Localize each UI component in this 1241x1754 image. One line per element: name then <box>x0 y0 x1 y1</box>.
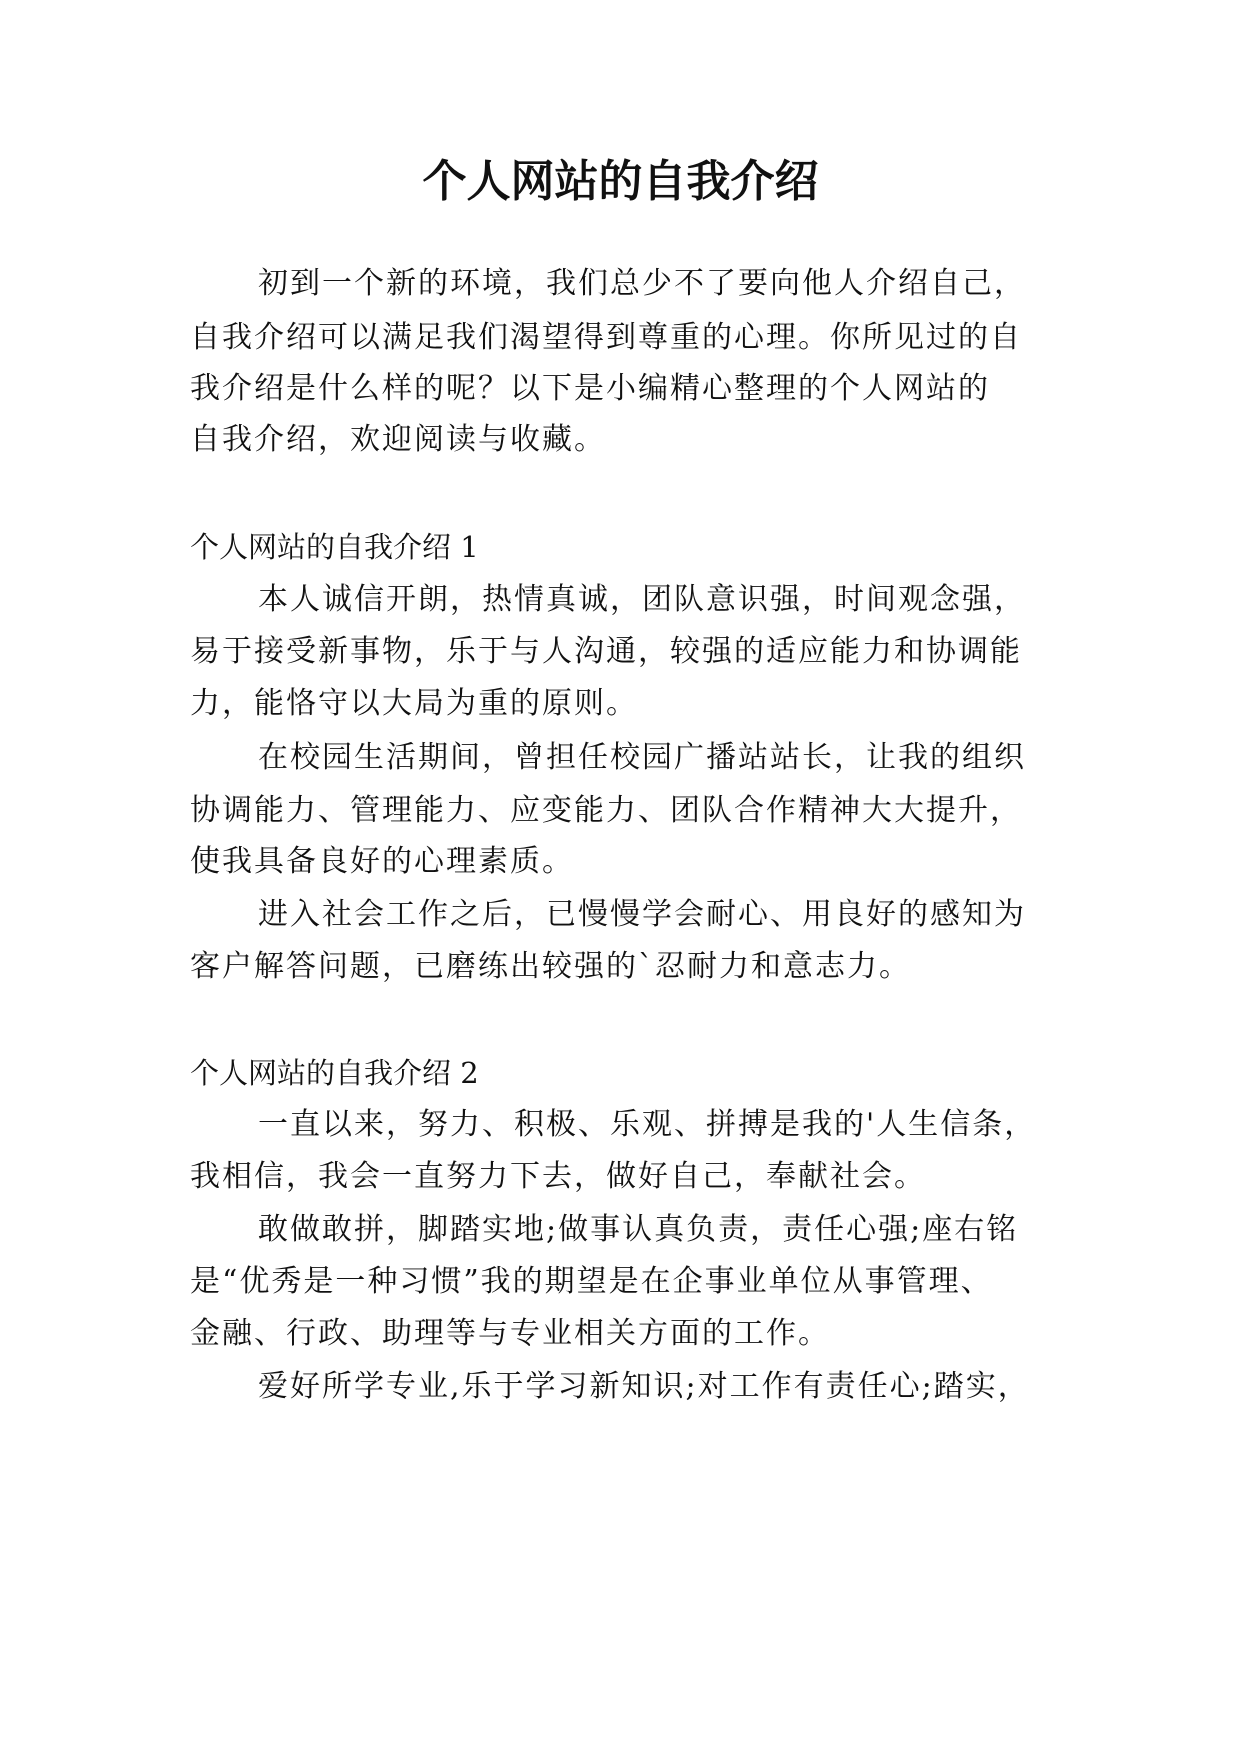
paragraph-line: 客户解答问题，已磨练出较强的`忍耐力和意志力。 <box>190 949 911 984</box>
section-heading: 个人网站的自我介绍 1 <box>190 530 479 564</box>
paragraph-line: 本人诚信开朗，热情真诚，团队意识强，时间观念强， <box>258 582 1026 617</box>
paragraph-line: 使我具备良好的心理素质。 <box>190 844 574 879</box>
document-title: 个人网站的自我介绍 <box>422 156 819 207</box>
paragraph-line: 进入社会工作之后，已慢慢学会耐心、用良好的感知为 <box>258 897 1026 932</box>
paragraph-line: 易于接受新事物，乐于与人沟通，较强的适应能力和协调能 <box>190 634 1022 669</box>
section-heading: 个人网站的自我介绍 2 <box>190 1056 479 1090</box>
paragraph-line: 在校园生活期间，曾担任校园广播站站长，让我的组织 <box>258 740 1026 775</box>
intro-line: 初到一个新的环境，我们总少不了要向他人介绍自己， <box>258 266 1026 301</box>
intro-line: 自我介绍可以满足我们渴望得到尊重的心理。你所见过的自 <box>190 320 1022 355</box>
intro-line: 我介绍是什么样的呢？以下是小编精心整理的个人网站的 <box>190 371 990 406</box>
paragraph-line: 敢做敢拼，脚踏实地;做事认真负责，责任心强;座右铭 <box>258 1212 1019 1247</box>
paragraph-line: 是“优秀是一种习惯”我的期望是在企事业单位从事管理、 <box>190 1264 993 1299</box>
paragraph-line: 力，能恪守以大局为重的原则。 <box>190 686 638 721</box>
intro-line: 自我介绍，欢迎阅读与收藏。 <box>190 422 606 457</box>
paragraph-line: 协调能力、管理能力、应变能力、团队合作精神大大提升， <box>190 793 1022 828</box>
paragraph-line: 我相信，我会一直努力下去，做好自己，奉献社会。 <box>190 1159 926 1194</box>
paragraph-line: 爱好所学专业,乐于学习新知识;对工作有责任心;踏实， <box>258 1369 1030 1404</box>
paragraph-line: 一直以来，努力、积极、乐观、拼搏是我的'人生信条， <box>258 1107 1037 1142</box>
paragraph-line: 金融、行政、助理等与专业相关方面的工作。 <box>190 1316 830 1351</box>
